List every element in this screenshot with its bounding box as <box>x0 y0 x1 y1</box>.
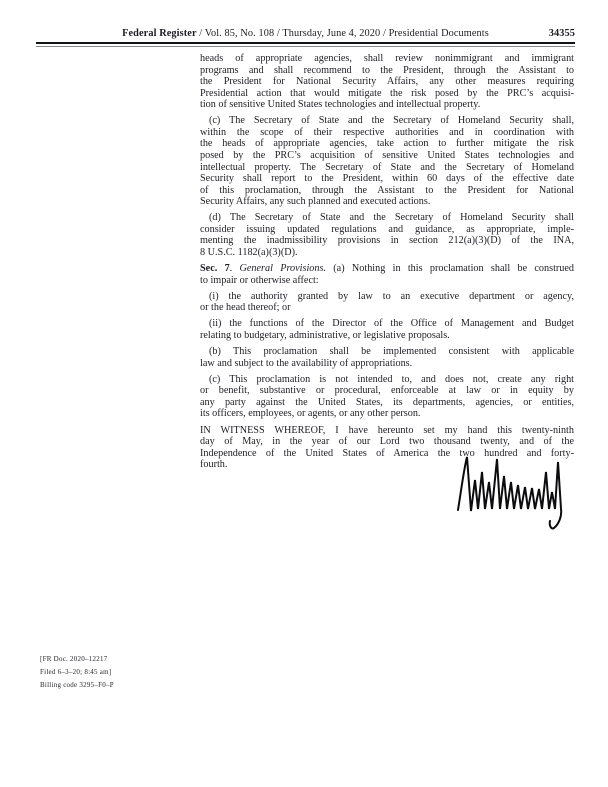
text-line: Security Affairs, any such planned and executed actions. <box>200 196 431 208</box>
text-line: law and subject to the availability of appropriations. <box>200 357 413 369</box>
text-line: (d) The Secretary of State and the Secretary of Homeland Security shall <box>209 212 574 224</box>
header-page-number: 34355 <box>548 28 575 39</box>
footer-filed-date: Filed 6–3–20; 8:45 am] <box>40 667 112 676</box>
header-double-rule <box>36 42 575 47</box>
text-line: any party against the United States, its departments, agencies, or entities, <box>200 396 574 408</box>
handwritten-signature-icon <box>455 452 567 532</box>
header-journal-title: Federal Register <box>122 28 197 39</box>
text-segment: Sec. 7 <box>200 263 230 275</box>
text-line: or the head thereof; or <box>200 302 291 314</box>
document-body <box>200 53 574 475</box>
para-i-authority <box>200 291 574 314</box>
text-line <box>200 263 574 275</box>
text-line: posed by the PRC’s acquisition of sensitive United States technologies and <box>200 149 574 161</box>
text-line: the heads of appropriate agencies, take action to further mitigate the risk <box>200 138 574 150</box>
para-c-no-rights <box>200 374 574 420</box>
para-b-implementation <box>200 346 574 369</box>
footer-billing-code: Billing code 3295–F0–P <box>40 680 114 689</box>
text-line: of this proclamation, through the Assistant to the President for National <box>200 184 574 196</box>
para-c-secretaries <box>200 115 574 207</box>
text-line: fourth. <box>200 459 228 471</box>
text-segment: . <box>229 263 240 275</box>
text-line: to impair or otherwise affect: <box>200 274 319 286</box>
text-line: Independence of the United States of America the two hundred and forty- <box>200 447 574 459</box>
text-line: (ii) the functions of the Director of the Office of Management and Budget <box>209 318 574 330</box>
text-line: or benefit, substantive or procedural, enforceable at law or in equity by <box>200 385 574 397</box>
presidential-signature <box>455 452 567 532</box>
text-line: heads of appropriate agencies, shall review nonimmigrant and immigrant <box>200 53 574 64</box>
text-line: its officers, employees, or agents, or any other person. <box>200 408 421 420</box>
text-line: Presidential action that would mitigate the risk posed by the PRC’s acquisi- <box>200 87 574 99</box>
text-segment: (a) Nothing in this proclamation shall be construed <box>325 263 575 275</box>
header-issue-info: / Vol. 85, No. 108 / Thursday, June 4, 2020 / Presidential Documents <box>196 28 489 39</box>
text-segment: General Provisions. <box>239 263 326 275</box>
text-line: day of May, in the year of our Lord two thousand twenty, and of the <box>200 436 574 448</box>
footer-fr-doc-number: [FR Doc. 2020–12217 <box>40 655 108 663</box>
text-line: 8 U.S.C. 1182(a)(3)(D). <box>200 246 298 258</box>
text-line: within the scope of their respective authorities and in coordination with <box>200 126 574 138</box>
text-line: (c) The Secretary of State and the Secretary of Homeland Security shall, <box>209 115 574 127</box>
para-sec7-general-provisions <box>200 263 574 286</box>
para-d-regulations <box>200 212 574 258</box>
page-header <box>36 28 575 39</box>
text-line: consider issuing updated regulations and guidance, as appropriate, imple- <box>200 223 574 235</box>
text-line: Security shall report to the President, within 60 days of the effective date <box>200 173 574 185</box>
text-line: (b) This proclamation shall be implemented consistent with applicable <box>209 346 574 358</box>
text-line: (c) This proclamation is not intended to, and does not, create any right <box>209 373 574 385</box>
para-continuation <box>200 53 574 111</box>
text-line: (i) the authority granted by law to an executive department or agency, <box>209 290 574 302</box>
text-line: menting the inadmissibility provisions in section 212(a)(3)(D) of the INA, <box>200 235 574 247</box>
text-line: relating to budgetary, administrative, or legislative proposals. <box>200 330 450 341</box>
text-line: intellectual property. The Secretary of State and the Secretary of Homeland <box>200 161 574 173</box>
para-ii-omb <box>200 318 574 341</box>
fr-doc-footer <box>40 653 114 691</box>
text-line: IN WITNESS WHEREOF, I have hereunto set my hand this twenty-ninth <box>200 424 574 436</box>
text-line: programs and shall recommend to the President, through the Assistant to <box>200 64 574 76</box>
text-line: tion of sensitive United States technologies and intellectual property. <box>200 99 481 111</box>
text-line: the President for National Security Affairs, any other measures requiring <box>200 76 574 88</box>
